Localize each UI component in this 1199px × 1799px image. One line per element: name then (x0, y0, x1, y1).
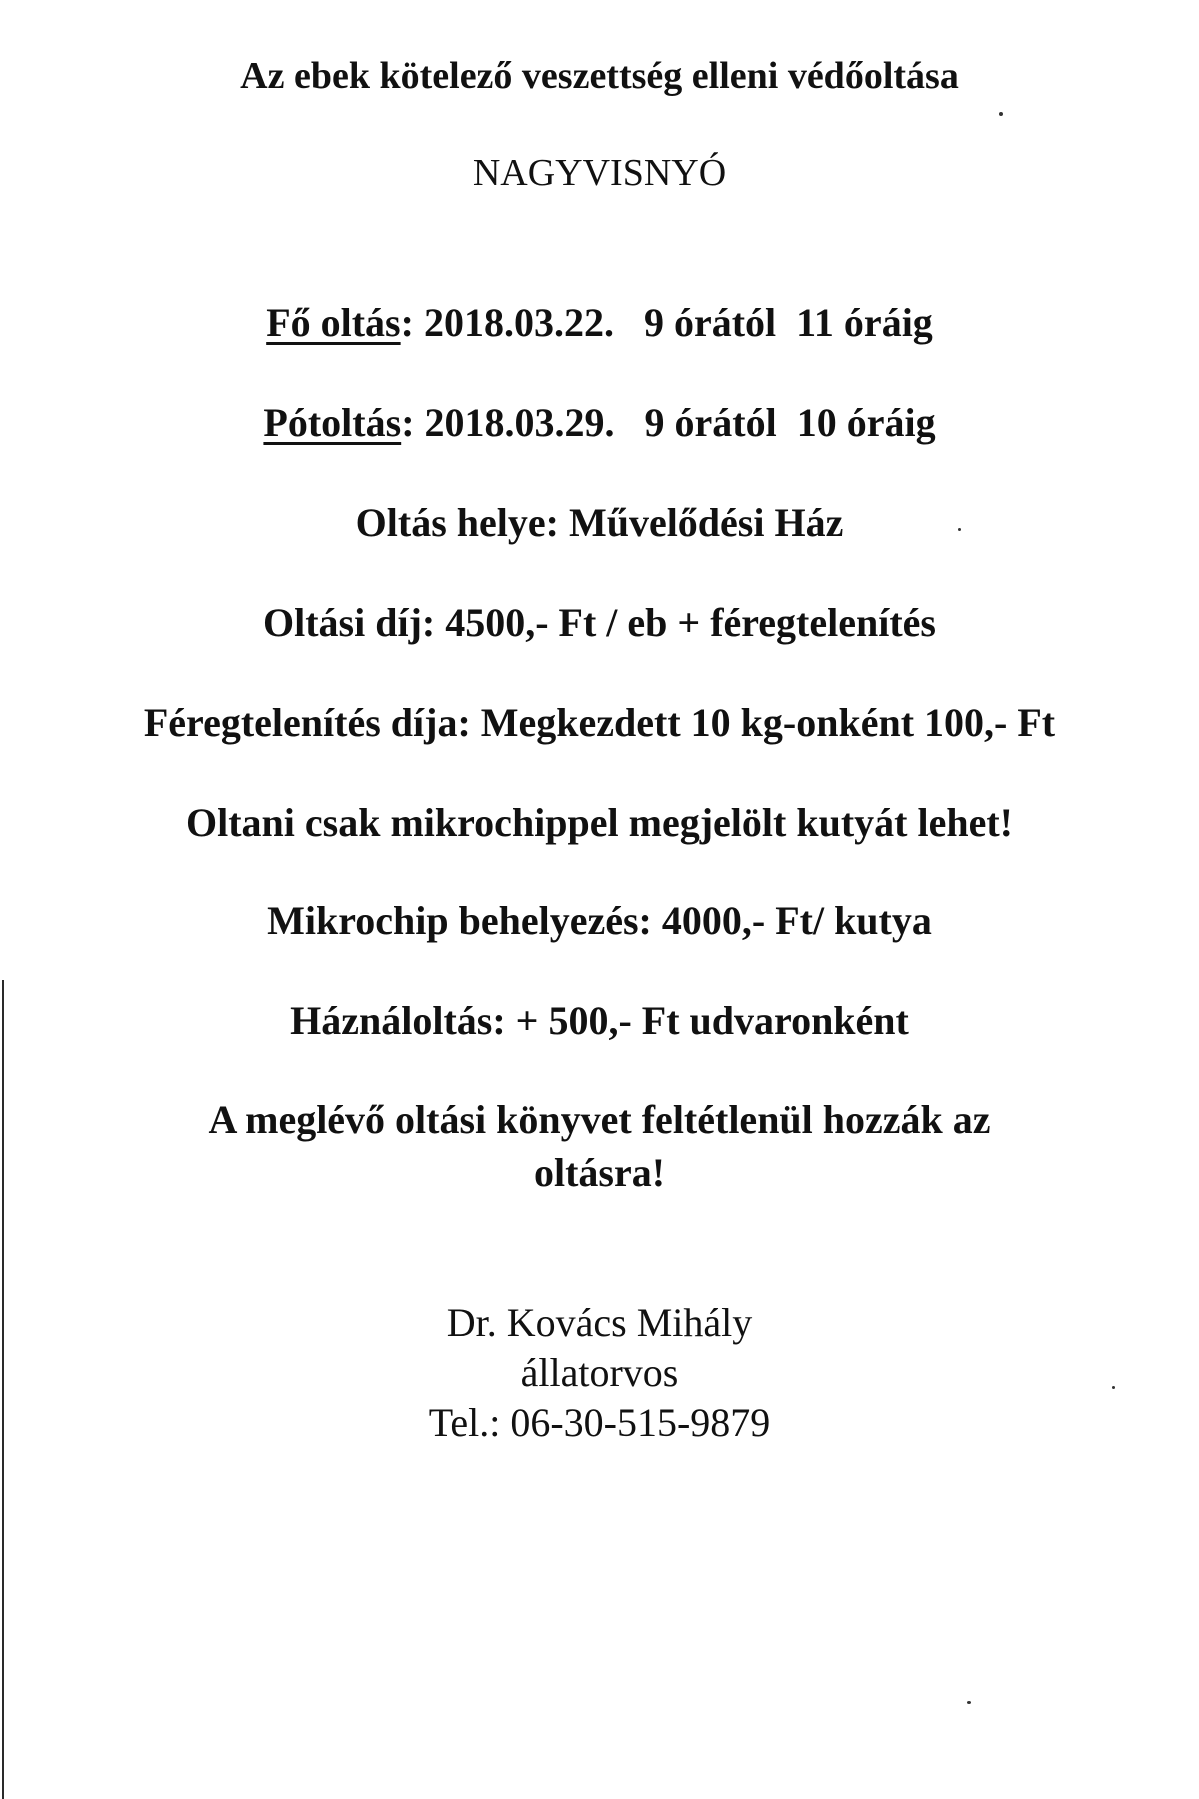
home-vaccination-fee: Háználoltás: + 500,- Ft udvaronként (290, 998, 909, 1043)
main-vaccination-label: Fő oltás (266, 300, 401, 345)
vet-phone: Tel.: 06-30-515-9879 (428, 1400, 771, 1445)
main-vaccination-line (0, 300, 1199, 346)
scan-speck (999, 112, 1003, 116)
booklet-reminder-line-1: A meglévő oltási könyvet feltétlenül hozzák az (208, 1097, 991, 1142)
make-up-vaccination-label: Pótoltás (263, 400, 402, 445)
town-name: NAGYVISNYÓ (472, 152, 727, 194)
main-vaccination-separator: : (400, 300, 414, 345)
scan-speck (958, 528, 961, 531)
scan-speck (1112, 1386, 1115, 1389)
microchip-requirement: Oltani csak mikrochippel megjelölt kutyát lehet! (186, 800, 1013, 845)
vet-role: állatorvos (520, 1350, 679, 1395)
main-vaccination-details: 2018.03.22. 9 órától 11 óráig (413, 300, 933, 345)
make-up-vaccination-details: 2018.03.29. 9 órától 10 óráig (414, 400, 936, 445)
vet-name: Dr. Kovács Mihály (446, 1300, 753, 1345)
make-up-vaccination-line (0, 400, 1199, 446)
vaccination-location: Oltás helye: Művelődési Ház (355, 500, 844, 545)
deworming-fee: Féregtelenítés díja: Megkezdett 10 kg-onként 100,- Ft (143, 700, 1056, 745)
notice-title: Az ebek kötelező veszettség elleni védőoltása (240, 55, 959, 97)
vaccination-fee: Oltási díj: 4500,- Ft / eb + féregtelenítés (262, 600, 936, 645)
booklet-reminder-line-2: oltásra! (533, 1150, 666, 1195)
scan-speck (967, 1701, 971, 1704)
make-up-vaccination-separator: : (401, 400, 415, 445)
microchip-fee: Mikrochip behelyezés: 4000,- Ft/ kutya (267, 898, 932, 943)
